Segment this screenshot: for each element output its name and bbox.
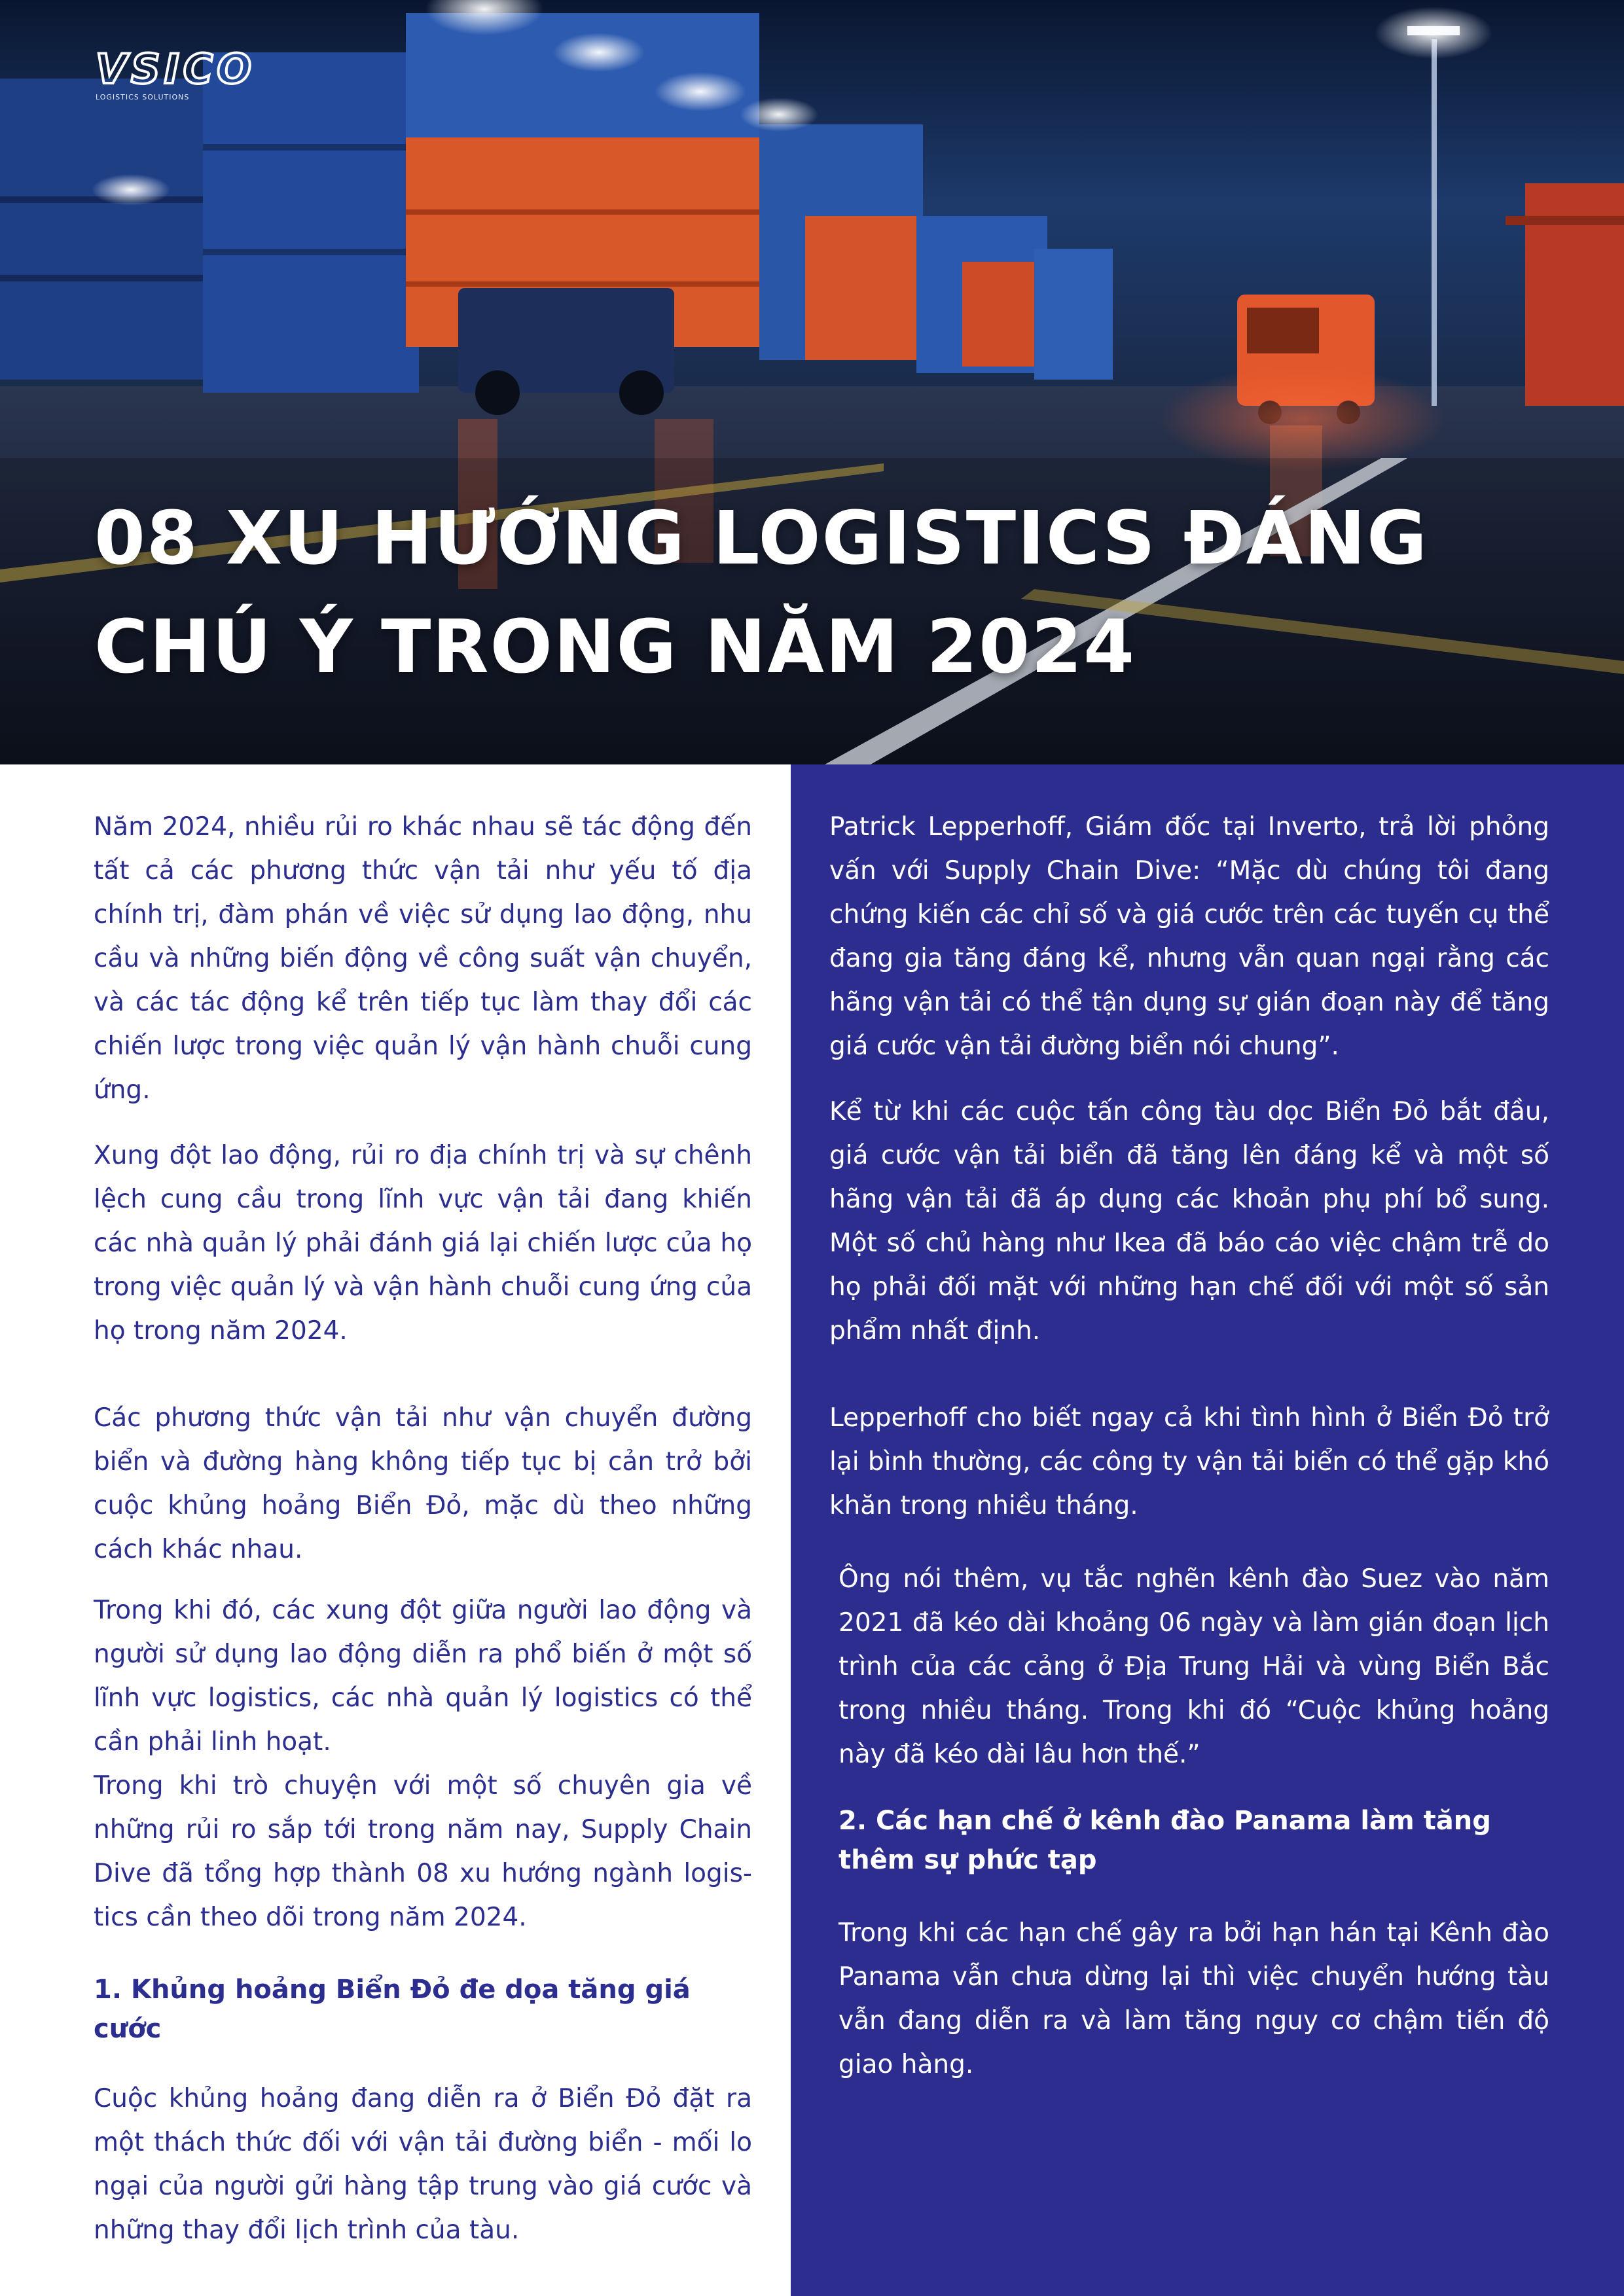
right-column <box>829 805 1549 2087</box>
left-column <box>94 805 752 2252</box>
title-line-2: CHÚ Ý TRONG NĂM 2024 <box>94 605 1136 690</box>
title-line-1: 08 XU HƯỚNG LOGISTICS ĐÁNG <box>94 496 1428 581</box>
vsico-logo <box>96 47 266 106</box>
logo-tagline: LOGISTICS SOLUTIONS <box>96 93 190 101</box>
logo-mark: VSICO <box>96 45 255 93</box>
left-paragraph-2: Xung đột lao động, rủi ro địa chính trị và sự chênh lệch cung cầu trong lĩnh vực vận tải đang khiến các nhà quản lý phải đánh giá lại chiến lược của họ trong việc quản lý và vận hành chuỗi cung ứng của họ trong năm 2024. <box>94 1141 752 1346</box>
right-paragraph-3: Lepperhoff cho biết ngay cả khi tình hình ở Biển Đỏ trở lại bình thường, các công ty vận tải biển có thể gặp khó khăn trong nhiều tháng. <box>829 1403 1549 1520</box>
right-paragraph-4: Ông nói thêm, vụ tắc nghẽn kênh đào Suez vào năm 2021 đã kéo dài khoảng 06 ngày và làm gián đoạn lịch trình của các cảng ở Địa Trung Hải và vùng Biển Bắc trong nhiều tháng. Trong khi đó “Cuộc khủng hoảng này đã kéo dài lâu hơn thế.” <box>839 1564 1549 1769</box>
section-heading-1: 1. Khủng hoảng Biển Đỏ đe dọa tăng giá cước <box>94 1975 691 2044</box>
right-paragraph-1: Patrick Lepperhoff, Giám đốc tại Inverto, trả lời phỏng vấn với Supply Chain Dive: “Mặc dù chúng tôi đang chứng kiến các chỉ số và giá cước trên các tuyến cụ thể đang gia tăng đáng kể, nhưng vẫn quan ngại rằng các hãng vận tải có thể tận dụng sự gián đoạn này để tăng giá cước vận tải đường biển nói chung”. <box>829 812 1549 1061</box>
left-paragraph-5: Trong khi trò chuyện với một số chuyên gia về những rủi ro sắp tới trong năm nay, Supply Chain Dive đã tổng hợp thành 08 xu hướng ngành logis-tics cần theo dõi trong năm 2024. <box>94 1771 752 1932</box>
left-paragraph-1: Năm 2024, nhiều rủi ro khác nhau sẽ tác động đến tất cả các phương thức vận tải như yếu tố địa chính trị, đàm phán về việc sử dụng lao động, nhu cầu và những biến động về công suất vận chuyển, và các tác động kể trên tiếp tục làm thay đổi các chiến lược trong việc quản lý vận hành chuỗi cung ứng. <box>94 812 752 1105</box>
left-paragraph-6: Cuộc khủng hoảng đang diễn ra ở Biển Đỏ đặt ra một thách thức đối với vận tải đường biển - mối lo ngại của người gửi hàng tập trung vào giá cước và những thay đổi lịch trình của tàu. <box>94 2084 752 2245</box>
right-paragraph-5: Trong khi các hạn chế gây ra bởi hạn hán tại Kênh đào Panama vẫn chưa dừng lại thì việc chuyển hướng tàu vẫn đang diễn ra và làm tăng nguy cơ chậm tiến độ giao hàng. <box>839 1918 1549 2079</box>
left-paragraph-4: Trong khi đó, các xung đột giữa người lao động và người sử dụng lao động diễn ra phổ biến ở một số lĩnh vực logistics, các nhà quản lý logistics có thể cần phải linh hoạt. <box>94 1596 752 1757</box>
page-title <box>94 484 1534 702</box>
section-heading-2: 2. Các hạn chế ở kênh đào Panama làm tăng thêm sự phức tạp <box>839 1806 1491 1875</box>
hero-banner <box>0 0 1624 764</box>
right-paragraph-2: Kể từ khi các cuộc tấn công tàu dọc Biển Đỏ bắt đầu, giá cước vận tải biển đã tăng lên đáng kể và một số hãng vận tải đã áp dụng các khoản phụ phí bổ sung. Một số chủ hàng như Ikea đã báo cáo việc chậm trễ do họ phải đối mặt với những hạn chế đối với một số sản phẩm nhất định. <box>829 1097 1549 1346</box>
left-paragraph-3: Các phương thức vận tải như vận chuyển đường biển và đường hàng không tiếp tục bị cản trở bởi cuộc khủng hoảng Biển Đỏ, mặc dù theo những cách khác nhau. <box>94 1403 752 1564</box>
